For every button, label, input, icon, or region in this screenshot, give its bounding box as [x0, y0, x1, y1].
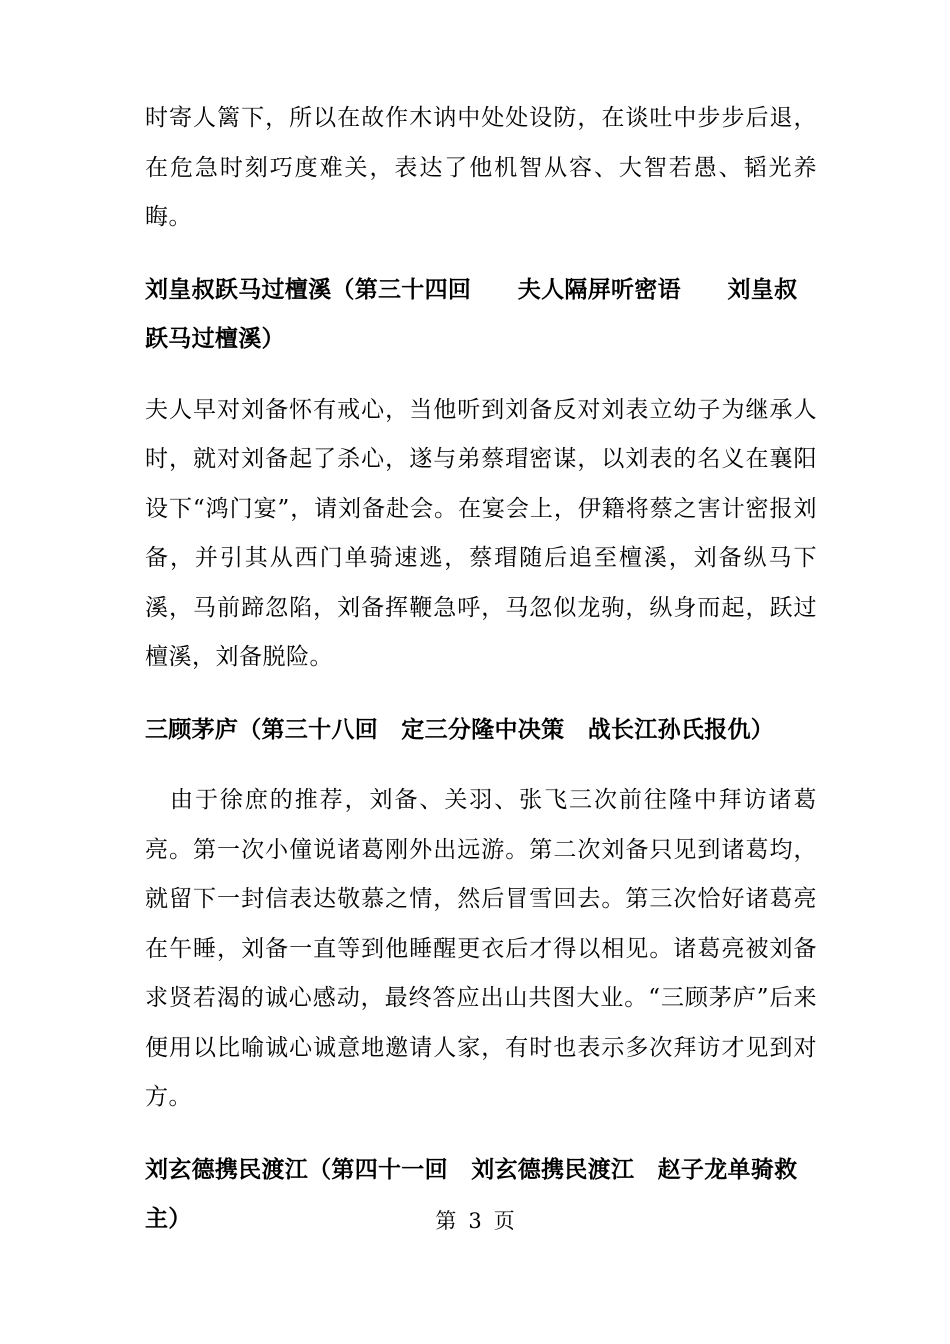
page-footer-suffix: 页 [493, 1209, 515, 1233]
intro-paragraph: 时寄人篱下，所以在故作木讷中处处设防，在谈吐中步步后退，在危急时刻巧度难关，表达了他机智从容、大智若愚、韬光养晦。 [145, 105, 817, 230]
document-page [145, 94, 817, 1244]
section-body-maolu: 由于徐庶的推荐，刘备、关羽、张飞三次前往隆中拜访诸葛亮。第一次小僮说诸葛刚外出远游。第二次刘备只见到诸葛均，就留下一封信表达敬慕之情，然后冒雪回去。第三次恰好诸葛亮在午睡，刘备一直等到他睡醒更衣后才得以相见。诸葛亮被刘备求贤若渴的诚心感动，最终答应出山共图大业。“三顾茅庐”后来便用以比喻诚心诚意地邀请人家，有时也表示多次拜访才见到对方。 [145, 787, 817, 1110]
page-footer-prefix: 第 [435, 1209, 457, 1233]
section-body-tanxi: 夫人早对刘备怀有戒心，当他听到刘备反对刘表立幼子为继承人时，就对刘备起了杀心，遂与弟蔡瑁密谋，以刘表的名义在襄阳设下“鸿门宴”，请刘备赴会。在宴会上，伊籍将蔡之害计密报刘备，并引其从西门单骑速逃，蔡瑁随后追至檀溪，刘备纵马下溪，马前蹄忽陷，刘备挥鞭急呼，马忽似龙驹，纵身而起，跃过檀溪，刘备脱险。 [145, 396, 817, 670]
section-heading-tanxi: 刘皇叔跃马过檀溪（第三十四回 夫人隔屏听密语 刘皇叔跃马过檀溪） [145, 275, 798, 352]
page-footer [0, 1206, 950, 1236]
section-heading-maolu: 三顾茅庐（第三十八回 定三分隆中决策 战长江孙氏报仇） [145, 715, 775, 743]
section-heading-dujiang: 刘玄德携民渡江（第四十一回 刘玄德携民渡江 赵子龙单骑救主） [145, 1155, 798, 1232]
page-number: 3 [468, 1209, 482, 1233]
